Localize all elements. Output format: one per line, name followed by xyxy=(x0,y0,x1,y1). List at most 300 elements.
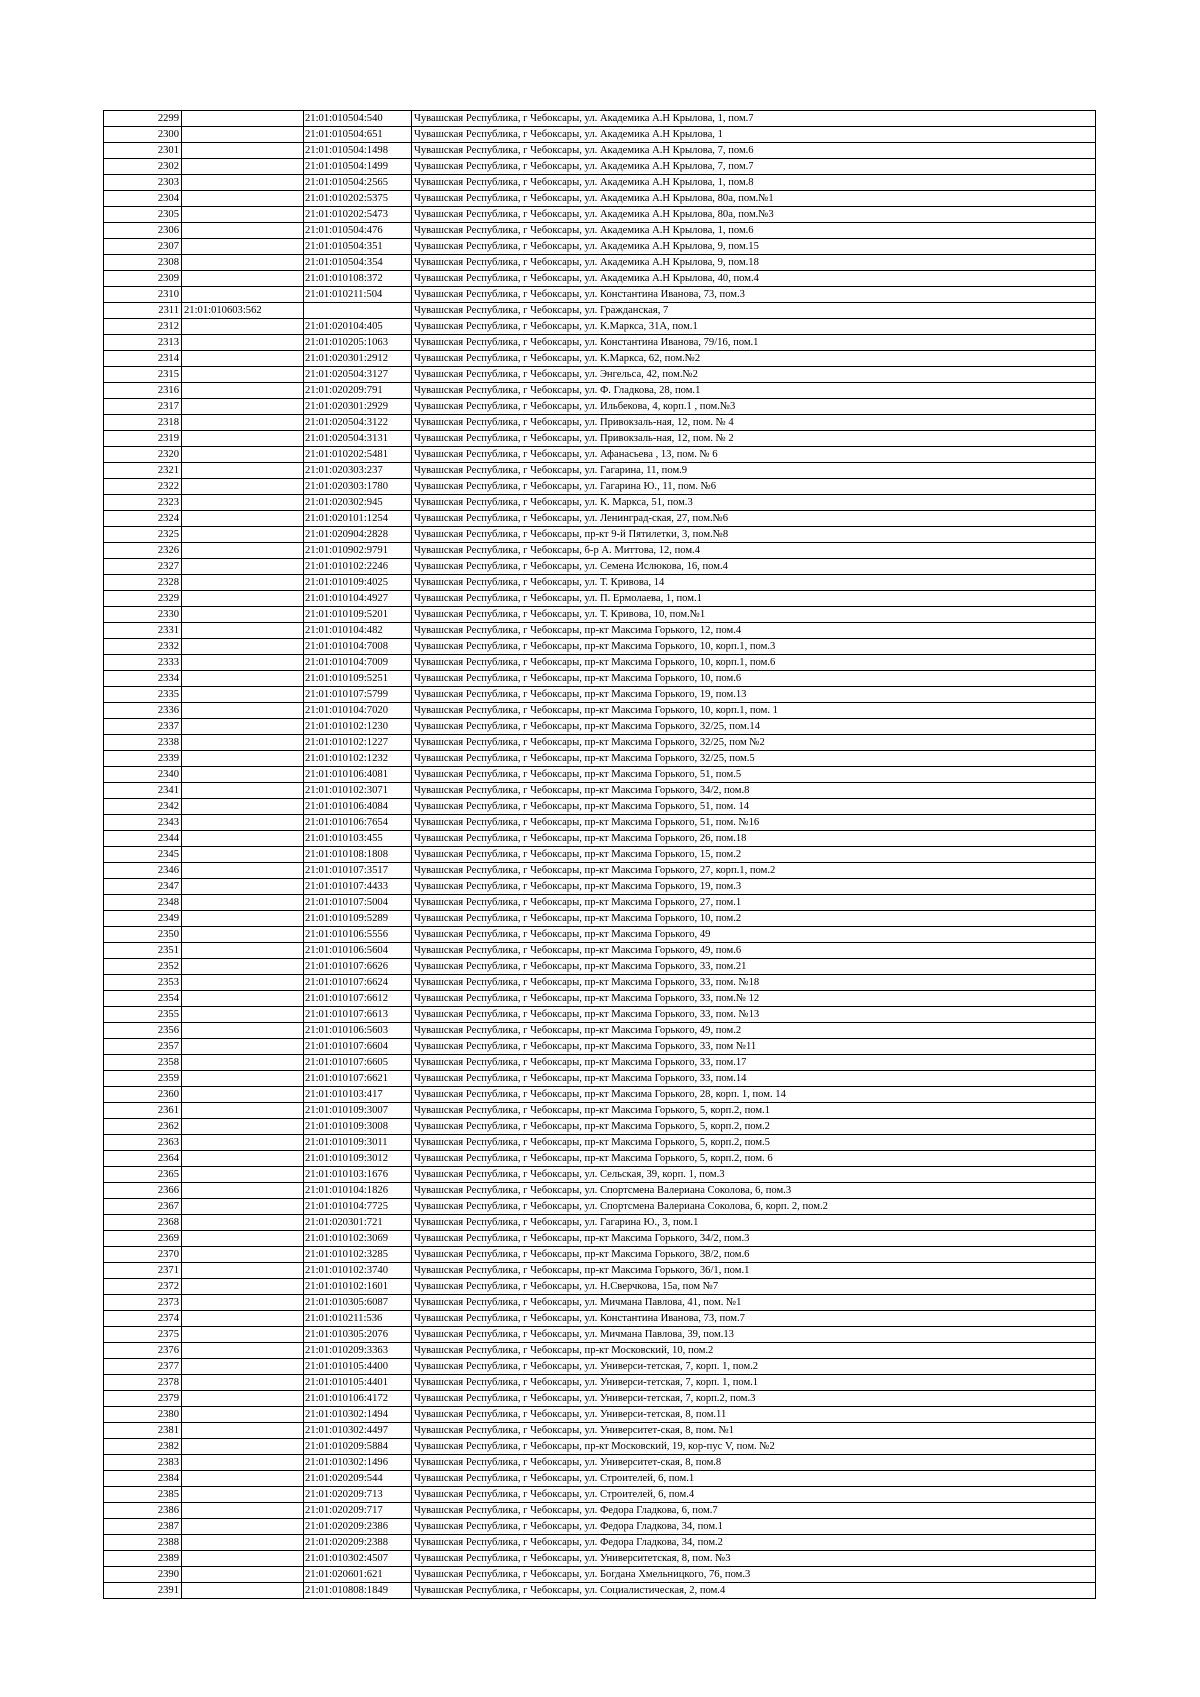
address-cell: Чувашская Республика, г Чебоксары, пр-кт Максима Горького, 33, пом. №13 xyxy=(412,1007,1096,1023)
land-cadastral-cell xyxy=(182,703,304,719)
table-row xyxy=(104,1167,1096,1183)
land-cadastral-cell xyxy=(182,623,304,639)
land-cadastral-cell xyxy=(182,1407,304,1423)
land-cadastral-cell xyxy=(182,399,304,415)
premises-cadastral-cell: 21:01:010107:6612 xyxy=(304,991,412,1007)
land-cadastral-cell xyxy=(182,1343,304,1359)
address-cell: Чувашская Республика, г Чебоксары, ул. Афанасьева , 13, пом. № 6 xyxy=(412,447,1096,463)
premises-cadastral-cell: 21:01:010205:1063 xyxy=(304,335,412,351)
premises-cadastral-cell: 21:01:010305:2076 xyxy=(304,1327,412,1343)
row-number-cell: 2315 xyxy=(104,367,182,383)
address-cell: Чувашская Республика, г Чебоксары, пр-кт Московский, 19, кор-пус V, пом. №2 xyxy=(412,1439,1096,1455)
row-number-cell: 2387 xyxy=(104,1519,182,1535)
premises-cadastral-cell: 21:01:020101:1254 xyxy=(304,511,412,527)
address-cell: Чувашская Республика, г Чебоксары, ул. Ленинград-ская, 27, пом.№6 xyxy=(412,511,1096,527)
row-number-cell: 2366 xyxy=(104,1183,182,1199)
address-cell: Чувашская Республика, г Чебоксары, ул. Константина Иванова, 79/16, пом.1 xyxy=(412,335,1096,351)
address-cell: Чувашская Республика, г Чебоксары, пр-кт Максима Горького, 51, пом. 14 xyxy=(412,799,1096,815)
table-row xyxy=(104,975,1096,991)
address-cell: Чувашская Республика, г Чебоксары, ул. Академика А.Н Крылова, 80а, пом.№1 xyxy=(412,191,1096,207)
land-cadastral-cell xyxy=(182,1391,304,1407)
row-number-cell: 2372 xyxy=(104,1279,182,1295)
land-cadastral-cell xyxy=(182,271,304,287)
land-cadastral-cell: 21:01:010603:562 xyxy=(182,303,304,319)
table-row xyxy=(104,543,1096,559)
row-number-cell: 2382 xyxy=(104,1439,182,1455)
table-row xyxy=(104,1215,1096,1231)
address-cell: Чувашская Республика, г Чебоксары, пр-кт Максима Горького, 33, пом.14 xyxy=(412,1071,1096,1087)
premises-cadastral-cell: 21:01:010109:4025 xyxy=(304,575,412,591)
row-number-cell: 2328 xyxy=(104,575,182,591)
table-row xyxy=(104,735,1096,751)
land-cadastral-cell xyxy=(182,575,304,591)
land-cadastral-cell xyxy=(182,1519,304,1535)
premises-cadastral-cell: 21:01:010109:5251 xyxy=(304,671,412,687)
premises-cadastral-cell: 21:01:010211:536 xyxy=(304,1311,412,1327)
address-cell: Чувашская Республика, г Чебоксары, ул. К.Маркса, 31А, пом.1 xyxy=(412,319,1096,335)
address-cell: Чувашская Республика, г Чебоксары, пр-кт Максима Горького, 38/2, пом.6 xyxy=(412,1247,1096,1263)
land-cadastral-cell xyxy=(182,463,304,479)
premises-cadastral-cell: 21:01:010209:3363 xyxy=(304,1343,412,1359)
land-cadastral-cell xyxy=(182,911,304,927)
premises-cadastral-cell: 21:01:020209:2388 xyxy=(304,1535,412,1551)
row-number-cell: 2317 xyxy=(104,399,182,415)
table-row xyxy=(104,479,1096,495)
premises-cadastral-cell: 21:01:010107:6604 xyxy=(304,1039,412,1055)
premises-cadastral-cell: 21:01:010107:3517 xyxy=(304,863,412,879)
premises-cadastral-cell: 21:01:010104:482 xyxy=(304,623,412,639)
address-cell: Чувашская Республика, г Чебоксары, ул. Спортсмена Валериана Соколова, 6, корп. 2, пом.2 xyxy=(412,1199,1096,1215)
row-number-cell: 2383 xyxy=(104,1455,182,1471)
land-cadastral-cell xyxy=(182,1023,304,1039)
row-number-cell: 2313 xyxy=(104,335,182,351)
land-cadastral-cell xyxy=(182,1583,304,1599)
row-number-cell: 2379 xyxy=(104,1391,182,1407)
table-row xyxy=(104,367,1096,383)
land-cadastral-cell xyxy=(182,159,304,175)
premises-cadastral-cell: 21:01:010108:1808 xyxy=(304,847,412,863)
premises-cadastral-cell: 21:01:010202:5375 xyxy=(304,191,412,207)
land-cadastral-cell xyxy=(182,351,304,367)
land-cadastral-cell xyxy=(182,175,304,191)
land-cadastral-cell xyxy=(182,479,304,495)
premises-cadastral-cell: 21:01:020104:405 xyxy=(304,319,412,335)
table-row xyxy=(104,1503,1096,1519)
premises-cadastral-cell: 21:01:010107:6605 xyxy=(304,1055,412,1071)
land-cadastral-cell xyxy=(182,1231,304,1247)
row-number-cell: 2389 xyxy=(104,1551,182,1567)
address-cell: Чувашская Республика, г Чебоксары, пр-кт Максима Горького, 33, пом. №18 xyxy=(412,975,1096,991)
premises-cadastral-cell: 21:01:020209:2386 xyxy=(304,1519,412,1535)
address-cell: Чувашская Республика, г Чебоксары, ул. Академика А.Н Крылова, 1, пом.8 xyxy=(412,175,1096,191)
address-cell: Чувашская Республика, г Чебоксары, ул. Академика А.Н Крылова, 40, пом.4 xyxy=(412,271,1096,287)
address-cell: Чувашская Республика, г Чебоксары, пр-кт Максима Горького, 10, корп.1, пом.3 xyxy=(412,639,1096,655)
address-cell: Чувашская Республика, г Чебоксары, ул. Академика А.Н Крылова, 1 xyxy=(412,127,1096,143)
land-cadastral-cell xyxy=(182,687,304,703)
premises-cadastral-cell: 21:01:010902:9791 xyxy=(304,543,412,559)
row-number-cell: 2376 xyxy=(104,1343,182,1359)
land-cadastral-cell xyxy=(182,975,304,991)
premises-cadastral-cell: 21:01:010107:4433 xyxy=(304,879,412,895)
address-cell: Чувашская Республика, г Чебоксары, пр-кт Максима Горького, 32/25, пом №2 xyxy=(412,735,1096,751)
premises-cadastral-cell: 21:01:010102:1601 xyxy=(304,1279,412,1295)
address-cell: Чувашская Республика, г Чебоксары, пр-кт Максима Горького, 33, пом.№ 12 xyxy=(412,991,1096,1007)
land-cadastral-cell xyxy=(182,927,304,943)
land-cadastral-cell xyxy=(182,879,304,895)
row-number-cell: 2380 xyxy=(104,1407,182,1423)
table-row xyxy=(104,687,1096,703)
premises-cadastral-cell: 21:01:010107:6626 xyxy=(304,959,412,975)
row-number-cell: 2319 xyxy=(104,431,182,447)
address-cell: Чувашская Республика, г Чебоксары, пр-кт Максима Горького, 10, пом.2 xyxy=(412,911,1096,927)
premises-cadastral-cell: 21:01:010106:5604 xyxy=(304,943,412,959)
premises-cadastral-cell: 21:01:020302:945 xyxy=(304,495,412,511)
table-row xyxy=(104,719,1096,735)
premises-cadastral-cell: 21:01:010504:651 xyxy=(304,127,412,143)
land-cadastral-cell xyxy=(182,991,304,1007)
row-number-cell: 2301 xyxy=(104,143,182,159)
row-number-cell: 2348 xyxy=(104,895,182,911)
premises-cadastral-cell: 21:01:010104:4927 xyxy=(304,591,412,607)
premises-cadastral-cell: 21:01:020301:2912 xyxy=(304,351,412,367)
land-cadastral-cell xyxy=(182,1103,304,1119)
premises-cadastral-cell: 21:01:010504:351 xyxy=(304,239,412,255)
premises-cadastral-cell: 21:01:010102:1230 xyxy=(304,719,412,735)
address-cell: Чувашская Республика, г Чебоксары, ул. Академика А.Н Крылова, 1, пом.6 xyxy=(412,223,1096,239)
land-cadastral-cell xyxy=(182,1007,304,1023)
address-cell: Чувашская Республика, г Чебоксары, ул. Гагарина Ю., 11, пом. №6 xyxy=(412,479,1096,495)
address-cell: Чувашская Республика, г Чебоксары, ул. Академика А.Н Крылова, 80а, пом.№3 xyxy=(412,207,1096,223)
premises-cadastral-cell: 21:01:010106:5603 xyxy=(304,1023,412,1039)
row-number-cell: 2359 xyxy=(104,1071,182,1087)
table-row xyxy=(104,111,1096,127)
row-number-cell: 2373 xyxy=(104,1295,182,1311)
row-number-cell: 2364 xyxy=(104,1151,182,1167)
row-number-cell: 2363 xyxy=(104,1135,182,1151)
row-number-cell: 2351 xyxy=(104,943,182,959)
land-cadastral-cell xyxy=(182,495,304,511)
table-row xyxy=(104,255,1096,271)
land-cadastral-cell xyxy=(182,1071,304,1087)
table-row xyxy=(104,319,1096,335)
row-number-cell: 2341 xyxy=(104,783,182,799)
row-number-cell: 2385 xyxy=(104,1487,182,1503)
row-number-cell: 2362 xyxy=(104,1119,182,1135)
table-row xyxy=(104,751,1096,767)
premises-cadastral-cell: 21:01:020504:3131 xyxy=(304,431,412,447)
land-cadastral-cell xyxy=(182,559,304,575)
table-row xyxy=(104,895,1096,911)
row-number-cell: 2345 xyxy=(104,847,182,863)
land-cadastral-cell xyxy=(182,607,304,623)
table-row xyxy=(104,463,1096,479)
table-row xyxy=(104,1183,1096,1199)
land-cadastral-cell xyxy=(182,543,304,559)
premises-cadastral-cell: 21:01:010302:4497 xyxy=(304,1423,412,1439)
row-number-cell: 2353 xyxy=(104,975,182,991)
premises-cadastral-cell: 21:01:010108:372 xyxy=(304,271,412,287)
address-cell: Чувашская Республика, г Чебоксары, пр-кт Максима Горького, 33, пом.17 xyxy=(412,1055,1096,1071)
table-row xyxy=(104,815,1096,831)
premises-cadastral-cell: 21:01:010305:6087 xyxy=(304,1295,412,1311)
row-number-cell: 2367 xyxy=(104,1199,182,1215)
table-row xyxy=(104,303,1096,319)
premises-cadastral-cell: 21:01:010106:4172 xyxy=(304,1391,412,1407)
address-cell: Чувашская Республика, г Чебоксары, ул. Федора Гладкова, 34, пом.2 xyxy=(412,1535,1096,1551)
table-row xyxy=(104,1567,1096,1583)
address-cell: Чувашская Республика, г Чебоксары, ул. Академика А.Н Крылова, 1, пом.7 xyxy=(412,111,1096,127)
land-cadastral-cell xyxy=(182,959,304,975)
address-cell: Чувашская Республика, г Чебоксары, ул. Т. Кривова, 14 xyxy=(412,575,1096,591)
address-cell: Чувашская Республика, г Чебоксары, пр-кт Максима Горького, 36/1, пом.1 xyxy=(412,1263,1096,1279)
premises-cadastral-cell: 21:01:010106:4084 xyxy=(304,799,412,815)
table-row xyxy=(104,159,1096,175)
row-number-cell: 2340 xyxy=(104,767,182,783)
row-number-cell: 2316 xyxy=(104,383,182,399)
table-row xyxy=(104,591,1096,607)
row-number-cell: 2335 xyxy=(104,687,182,703)
table-row xyxy=(104,239,1096,255)
table-row xyxy=(104,1455,1096,1471)
land-cadastral-cell xyxy=(182,207,304,223)
row-number-cell: 2309 xyxy=(104,271,182,287)
premises-cadastral-cell: 21:01:010104:7009 xyxy=(304,655,412,671)
land-cadastral-cell xyxy=(182,815,304,831)
premises-cadastral-cell: 21:01:010107:5004 xyxy=(304,895,412,911)
land-cadastral-cell xyxy=(182,191,304,207)
row-number-cell: 2357 xyxy=(104,1039,182,1055)
address-cell: Чувашская Республика, г Чебоксары, пр-кт Максима Горького, 10, корп.1, пом. 1 xyxy=(412,703,1096,719)
property-table xyxy=(103,110,1096,1599)
address-cell: Чувашская Республика, г Чебоксары, ул. Универси-тетская, 7, корп. 1, пом.2 xyxy=(412,1359,1096,1375)
address-cell: Чувашская Республика, г Чебоксары, ул. П. Ермолаева, 1, пом.1 xyxy=(412,591,1096,607)
row-number-cell: 2324 xyxy=(104,511,182,527)
table-row xyxy=(104,495,1096,511)
land-cadastral-cell xyxy=(182,431,304,447)
land-cadastral-cell xyxy=(182,1455,304,1471)
address-cell: Чувашская Республика, г Чебоксары, ул. Университетская, 8, пом. №3 xyxy=(412,1551,1096,1567)
address-cell: Чувашская Республика, г Чебоксары, ул. Академика А.Н Крылова, 7, пом.7 xyxy=(412,159,1096,175)
row-number-cell: 2391 xyxy=(104,1583,182,1599)
table-row xyxy=(104,1551,1096,1567)
row-number-cell: 2333 xyxy=(104,655,182,671)
address-cell: Чувашская Республика, г Чебоксары, ул. Гагарина, 11, пом.9 xyxy=(412,463,1096,479)
premises-cadastral-cell: 21:01:010104:7725 xyxy=(304,1199,412,1215)
address-cell: Чувашская Республика, г Чебоксары, ул. Привокзаль-ная, 12, пом. № 2 xyxy=(412,431,1096,447)
land-cadastral-cell xyxy=(182,735,304,751)
address-cell: Чувашская Республика, г Чебоксары, пр-кт Максима Горького, 33, пом.21 xyxy=(412,959,1096,975)
land-cadastral-cell xyxy=(182,527,304,543)
premises-cadastral-cell: 21:01:010808:1849 xyxy=(304,1583,412,1599)
address-cell: Чувашская Республика, г Чебоксары, ул. Универси-тетская, 7, корп. 1, пом.1 xyxy=(412,1375,1096,1391)
address-cell: Чувашская Республика, г Чебоксары, ул. Богдана Хмельницкого, 76, пом.3 xyxy=(412,1567,1096,1583)
address-cell: Чувашская Республика, г Чебоксары, пр-кт Максима Горького, 5, корп.2, пом. 6 xyxy=(412,1151,1096,1167)
address-cell: Чувашская Республика, г Чебоксары, пр-кт Максима Горького, 34/2, пом.3 xyxy=(412,1231,1096,1247)
table-row xyxy=(104,351,1096,367)
table-row xyxy=(104,287,1096,303)
row-number-cell: 2339 xyxy=(104,751,182,767)
address-cell: Чувашская Республика, г Чебоксары, ул. Университет-ская, 8, пом.8 xyxy=(412,1455,1096,1471)
land-cadastral-cell xyxy=(182,1055,304,1071)
premises-cadastral-cell: 21:01:020504:3122 xyxy=(304,415,412,431)
address-cell: Чувашская Республика, г Чебоксары, пр-кт Максима Горького, 33, пом №11 xyxy=(412,1039,1096,1055)
premises-cadastral-cell: 21:01:010105:4400 xyxy=(304,1359,412,1375)
table-row xyxy=(104,447,1096,463)
address-cell: Чувашская Республика, г Чебоксары, пр-кт Максима Горького, 10, корп.1, пом.6 xyxy=(412,655,1096,671)
land-cadastral-cell xyxy=(182,671,304,687)
land-cadastral-cell xyxy=(182,1087,304,1103)
address-cell: Чувашская Республика, г Чебоксары, пр-кт Максима Горького, 10, пом.6 xyxy=(412,671,1096,687)
land-cadastral-cell xyxy=(182,863,304,879)
address-cell: Чувашская Республика, г Чебоксары, пр-кт Максима Горького, 5, корп.2, пом.1 xyxy=(412,1103,1096,1119)
table-row xyxy=(104,1311,1096,1327)
table-row xyxy=(104,847,1096,863)
land-cadastral-cell xyxy=(182,1487,304,1503)
table-row xyxy=(104,335,1096,351)
table-row xyxy=(104,1119,1096,1135)
land-cadastral-cell xyxy=(182,511,304,527)
premises-cadastral-cell xyxy=(304,303,412,319)
address-cell: Чувашская Республика, г Чебоксары, ул. К.Маркса, 62, пом.№2 xyxy=(412,351,1096,367)
row-number-cell: 2334 xyxy=(104,671,182,687)
row-number-cell: 2330 xyxy=(104,607,182,623)
table-row xyxy=(104,927,1096,943)
row-number-cell: 2320 xyxy=(104,447,182,463)
land-cadastral-cell xyxy=(182,783,304,799)
row-number-cell: 2370 xyxy=(104,1247,182,1263)
land-cadastral-cell xyxy=(182,1183,304,1199)
table-row xyxy=(104,943,1096,959)
table-row xyxy=(104,639,1096,655)
land-cadastral-cell xyxy=(182,1535,304,1551)
row-number-cell: 2378 xyxy=(104,1375,182,1391)
premises-cadastral-cell: 21:01:010109:3008 xyxy=(304,1119,412,1135)
address-cell: Чувашская Республика, г Чебоксары, ул. Энгельса, 42, пом.№2 xyxy=(412,367,1096,383)
row-number-cell: 2355 xyxy=(104,1007,182,1023)
address-cell: Чувашская Республика, г Чебоксары, пр-кт Максима Горького, 49 xyxy=(412,927,1096,943)
land-cadastral-cell xyxy=(182,319,304,335)
premises-cadastral-cell: 21:01:010104:7020 xyxy=(304,703,412,719)
row-number-cell: 2332 xyxy=(104,639,182,655)
land-cadastral-cell xyxy=(182,1503,304,1519)
row-number-cell: 2390 xyxy=(104,1567,182,1583)
address-cell: Чувашская Республика, г Чебоксары, ул. Федора Гладкова, 6, пом.7 xyxy=(412,1503,1096,1519)
table-row xyxy=(104,191,1096,207)
land-cadastral-cell xyxy=(182,719,304,735)
address-cell: Чувашская Республика, г Чебоксары, ул. Константина Иванова, 73, пом.7 xyxy=(412,1311,1096,1327)
address-cell: Чувашская Республика, г Чебоксары, пр-кт Максима Горького, 51, пом. №16 xyxy=(412,815,1096,831)
row-number-cell: 2337 xyxy=(104,719,182,735)
table-row xyxy=(104,1007,1096,1023)
land-cadastral-cell xyxy=(182,1551,304,1567)
address-cell: Чувашская Республика, г Чебоксары, ул. Ф. Гладкова, 28, пом.1 xyxy=(412,383,1096,399)
address-cell: Чувашская Республика, г Чебоксары, ул. Гражданская, 7 xyxy=(412,303,1096,319)
address-cell: Чувашская Республика, г Чебоксары, пр-кт Максима Горького, 32/25, пом.14 xyxy=(412,719,1096,735)
premises-cadastral-cell: 21:01:010211:504 xyxy=(304,287,412,303)
row-number-cell: 2347 xyxy=(104,879,182,895)
table-row xyxy=(104,1087,1096,1103)
address-cell: Чувашская Республика, г Чебоксары, ул. Социалистическая, 2, пом.4 xyxy=(412,1583,1096,1599)
address-cell: Чувашская Республика, г Чебоксары, пр-кт Максима Горького, 26, пом.18 xyxy=(412,831,1096,847)
table-row xyxy=(104,415,1096,431)
row-number-cell: 2336 xyxy=(104,703,182,719)
row-number-cell: 2311 xyxy=(104,303,182,319)
address-cell: Чувашская Республика, г Чебоксары, ул. Университет-ская, 8, пом. №1 xyxy=(412,1423,1096,1439)
table-row xyxy=(104,399,1096,415)
address-cell: Чувашская Республика, г Чебоксары, ул. Т. Кривова, 10, пом.№1 xyxy=(412,607,1096,623)
land-cadastral-cell xyxy=(182,847,304,863)
premises-cadastral-cell: 21:01:010102:3071 xyxy=(304,783,412,799)
premises-cadastral-cell: 21:01:010202:5473 xyxy=(304,207,412,223)
row-number-cell: 2343 xyxy=(104,815,182,831)
address-cell: Чувашская Республика, г Чебоксары, ул. Строителей, 6, пом.1 xyxy=(412,1471,1096,1487)
table-row xyxy=(104,1279,1096,1295)
row-number-cell: 2344 xyxy=(104,831,182,847)
premises-cadastral-cell: 21:01:010109:3011 xyxy=(304,1135,412,1151)
table-row xyxy=(104,559,1096,575)
premises-cadastral-cell: 21:01:020303:237 xyxy=(304,463,412,479)
land-cadastral-cell xyxy=(182,895,304,911)
address-cell: Чувашская Республика, г Чебоксары, пр-кт Максима Горького, 19, пом.13 xyxy=(412,687,1096,703)
table-row xyxy=(104,223,1096,239)
table-row xyxy=(104,1487,1096,1503)
address-cell: Чувашская Республика, г Чебоксары, ул. Семена Ислюкова, 16, пом.4 xyxy=(412,559,1096,575)
row-number-cell: 2388 xyxy=(104,1535,182,1551)
table-row xyxy=(104,1135,1096,1151)
premises-cadastral-cell: 21:01:010504:476 xyxy=(304,223,412,239)
land-cadastral-cell xyxy=(182,591,304,607)
address-cell: Чувашская Республика, г Чебоксары, пр-кт Московский, 10, пом.2 xyxy=(412,1343,1096,1359)
land-cadastral-cell xyxy=(182,1199,304,1215)
premises-cadastral-cell: 21:01:010504:2565 xyxy=(304,175,412,191)
land-cadastral-cell xyxy=(182,447,304,463)
row-number-cell: 2314 xyxy=(104,351,182,367)
land-cadastral-cell xyxy=(182,767,304,783)
premises-cadastral-cell: 21:01:010106:7654 xyxy=(304,815,412,831)
premises-cadastral-cell: 21:01:010103:1676 xyxy=(304,1167,412,1183)
row-number-cell: 2323 xyxy=(104,495,182,511)
land-cadastral-cell xyxy=(182,831,304,847)
premises-cadastral-cell: 21:01:010504:1498 xyxy=(304,143,412,159)
table-row xyxy=(104,1023,1096,1039)
address-cell: Чувашская Республика, г Чебоксары, ул. Н.Сверчкова, 15а, пом №7 xyxy=(412,1279,1096,1295)
table-row xyxy=(104,431,1096,447)
premises-cadastral-cell: 21:01:010106:4081 xyxy=(304,767,412,783)
table-row xyxy=(104,383,1096,399)
premises-cadastral-cell: 21:01:010105:4401 xyxy=(304,1375,412,1391)
row-number-cell: 2371 xyxy=(104,1263,182,1279)
table-row xyxy=(104,527,1096,543)
premises-cadastral-cell: 21:01:010103:455 xyxy=(304,831,412,847)
premises-cadastral-cell: 21:01:010106:5556 xyxy=(304,927,412,943)
premises-cadastral-cell: 21:01:010107:6621 xyxy=(304,1071,412,1087)
address-cell: Чувашская Республика, г Чебоксары, пр-кт Максима Горького, 27, пом.1 xyxy=(412,895,1096,911)
land-cadastral-cell xyxy=(182,1567,304,1583)
table-row xyxy=(104,767,1096,783)
land-cadastral-cell xyxy=(182,1151,304,1167)
premises-cadastral-cell: 21:01:020301:721 xyxy=(304,1215,412,1231)
address-cell: Чувашская Республика, г Чебоксары, пр-кт Максима Горького, 15, пом.2 xyxy=(412,847,1096,863)
premises-cadastral-cell: 21:01:010104:1826 xyxy=(304,1183,412,1199)
row-number-cell: 2331 xyxy=(104,623,182,639)
premises-cadastral-cell: 21:01:010104:7008 xyxy=(304,639,412,655)
table-row xyxy=(104,799,1096,815)
table-row xyxy=(104,607,1096,623)
land-cadastral-cell xyxy=(182,1247,304,1263)
row-number-cell: 2346 xyxy=(104,863,182,879)
address-cell: Чувашская Республика, г Чебоксары, пр-кт Максима Горького, 5, корп.2, пом.2 xyxy=(412,1119,1096,1135)
row-number-cell: 2377 xyxy=(104,1359,182,1375)
